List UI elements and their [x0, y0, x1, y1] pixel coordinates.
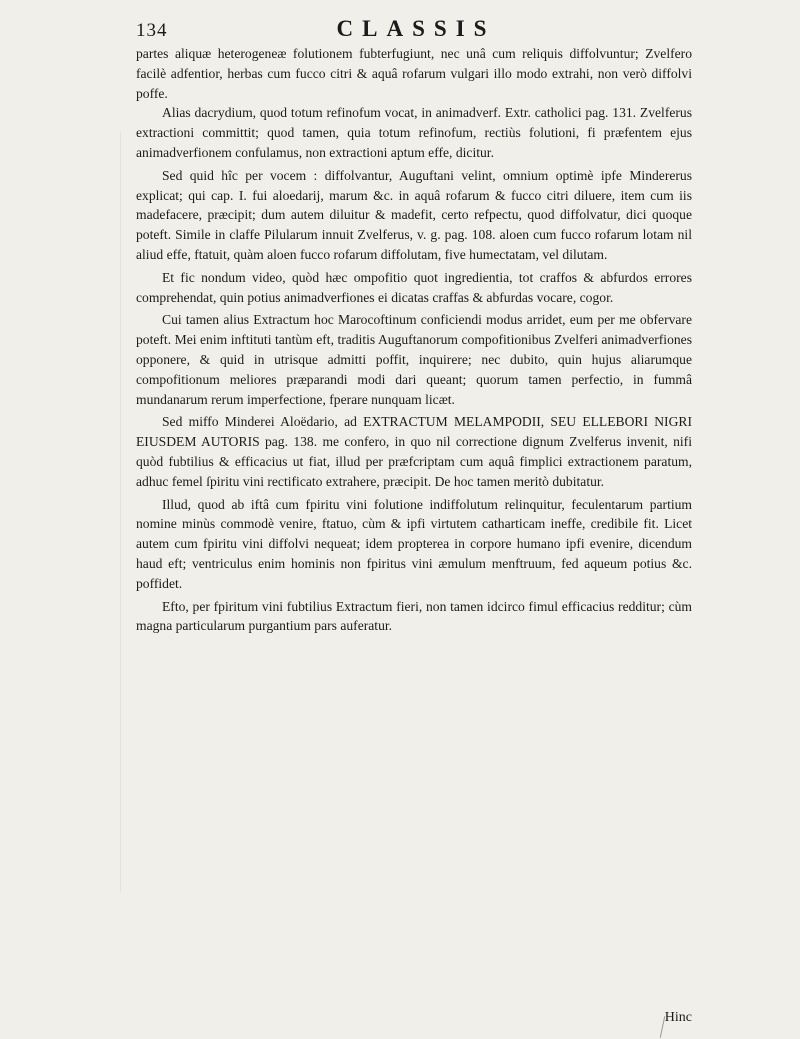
running-head: CLASSIS: [336, 16, 496, 41]
paragraph: partes aliquæ heterogeneæ folutionem fubterfugiunt, nec unâ cum reliquis diffolvuntur; Zvelfero facilè adfentior, herbas cum fucco citri & aquâ rofarum vulgari illo modo extrahi, non verò diffolvi poffe.: [136, 46, 692, 101]
catchword: Hinc: [664, 1010, 692, 1025]
paragraph: Illud, quod ab iftâ cum fpiritu vini folutione indiffolutum relinquitur, feculentarum partium nomine minùs commodè venire, ftatuo, cùm & ipfi virtutem catharticam ineffe, credibile fit. Licet autem cum fpiritu vini diffolvi nequeat; idem propterea in corpore humano ipfi evenire, dicendum haud eft; ventriculus enim hominis non fpiritus vini æmulum menftruum, fed aqueum potius &c. poffidet.: [136, 496, 692, 591]
paragraph: Efto, per fpiritum vini fubtilius Extractum fieri, non tamen idcirco fimul efficacius redditur; cùm magna particularum purgantium pars auferatur.: [136, 598, 692, 634]
paragraph: Et fic nondum video, quòd hæc ompofitio quot ingredientia, tot craffos & abfurdos errores comprehendat, quin potius animadverfiones ei dicatas craffas & abfurdas vocare, cogor.: [136, 269, 692, 305]
paragraph: Sed miffo Minderei Aloëdario, ad EXTRACTUM MELAMPODII, SEU ELLEBORI NIGRI EIUSDEM AUTORIS pag. 138. me confero, in quo nil correctione dignum Zvelferus invenit, nifi quòd fubtilius & efficacius ut fiat, illud per præfcriptam cum aquâ fimplici extractionem paratum, adhuc femel ſpiritu vini rectificato extrahere, præcipit. De hoc tamen meritò dubitatur.: [136, 414, 692, 489]
paragraph: Alias dacrydium, quod totum refinofum vocat, in animadverf. Extr. catholici pag. 131. Zvelferus extractioni committit; quod tamen, quia totum refinofum, rectiùs folutioni, fi præfentem ejus animadverfionem confulamus, non extractioni aptum effe, dicitur.: [136, 105, 692, 160]
paragraph: Cui tamen alius Extractum hoc Marocoftinum conficiendi modus arridet, eum per me obfervare poteft. Mei enim inftituti tantùm eft, traditis Auguftanorum compofitionibus Zvelferi animadverfiones opponere, & quid in utrisque admitti poffit, inquirere; nec dubito, quin hujus aliarumque compofitionum meliores præparandi modi dari queant; quorum tamen perfectio, in fummâ mundanarum rerum imperfectione, fperare nunquam licæt.: [136, 312, 692, 407]
page-shading: [120, 132, 121, 892]
body-text: [136, 44, 692, 636]
page-number: 134: [136, 20, 168, 41]
page-header: [136, 12, 696, 42]
paragraph: Sed quid hîc per vocem : diffolvantur, Auguftani velint, omnium optimè ipfe Mindererus explicat; qui cap. I. fui aloedarij, marum &c. in aquâ rofarum & fucco citri diluere, item cum iis madefacere, præcipit; dum autem diluitur & madefit, certo refpectu, quod diffolvatur, dici quoque poteft. Simile in claffe Pilularum innuit Zvelferus, v. g. pag. 108. aloen cum fucco rofarum lotam nil aliud effe, ftatuit, quàm aloen fucco rofarum diffolutam, five humectatam, vel dilutam.: [136, 167, 692, 262]
